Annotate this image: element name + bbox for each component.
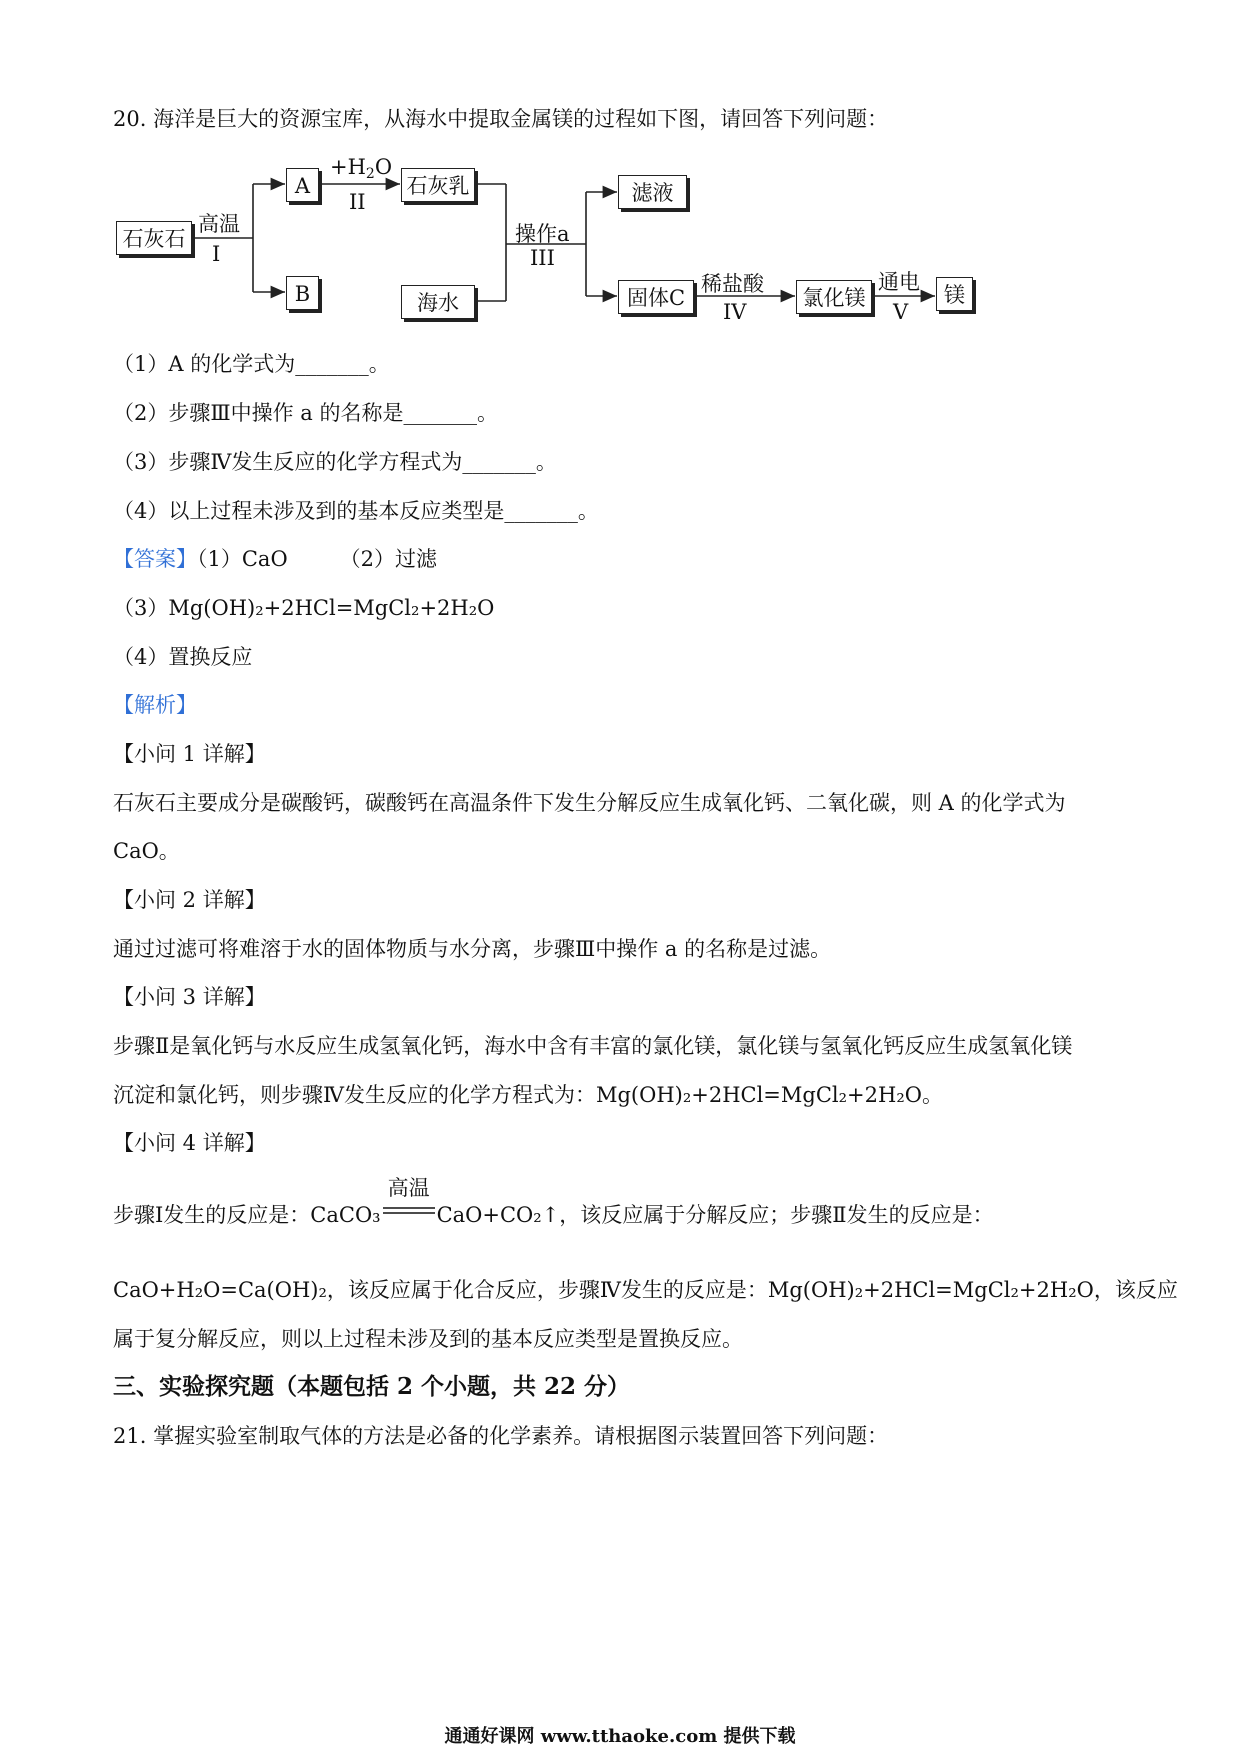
analysis-para-1b: CaO。 (113, 839, 180, 863)
question-20-stem: 20. 海洋是巨大的资源宝库，从海水中提取金属镁的过程如下图，请回答下列问题： (113, 107, 889, 131)
answer-3: （3）Mg(OH)₂+2HCl=MgCl₂+2H₂O (113, 596, 495, 620)
label-step3-operation: 操作a (515, 222, 570, 246)
box-lime-milk: 石灰乳 (401, 168, 475, 202)
question-20-part-2: （2）步骤Ⅲ中操作 a 的名称是_______。 (113, 401, 498, 425)
label-step1-number: I (212, 242, 221, 266)
analysis-para-4a (113, 1175, 994, 1230)
label-step3-number: III (530, 246, 555, 270)
label-step2-reagent: $+H_2O$ (330, 155, 393, 182)
label-step5-number: V (893, 300, 909, 324)
analysis-heading-3: 【小问 3 详解】 (113, 985, 266, 1009)
analysis-para-4c: 属于复分解反应，则以上过程未涉及到的基本反应类型是置换反应。 (113, 1327, 743, 1351)
analysis-heading-4: 【小问 4 详解】 (113, 1131, 266, 1155)
box-limestone: 石灰石 (116, 221, 192, 255)
analysis-para-3b: 沉淀和氯化钙，则步骤Ⅳ发生反应的化学方程式为：Mg(OH)₂+2HCl=MgCl₂+2H₂O。 (113, 1083, 943, 1107)
question-20-part-3: （3）步骤Ⅳ发生反应的化学方程式为_______。 (113, 450, 557, 474)
box-seawater: 海水 (401, 285, 475, 319)
question-20-part-1: （1）A 的化学式为_______。 (113, 352, 390, 376)
box-filtrate: 滤液 (618, 175, 687, 209)
analysis-heading-1: 【小问 1 详解】 (113, 742, 266, 766)
answer-1: （1）CaO (197, 547, 288, 571)
answer-4: （4）置换反应 (113, 645, 253, 669)
box-mgcl2: 氯化镁 (796, 280, 872, 314)
analysis-para-4b: CaO+H₂O=Ca(OH)₂，该反应属于化合反应，步骤Ⅳ发生的反应是：Mg(OH)₂+2HCl=MgCl₂+2H₂O，该反应 (113, 1278, 1178, 1302)
box-b: B (286, 276, 319, 310)
label-step4-reagent: 稀盐酸 (701, 272, 764, 296)
analysis-heading-2: 【小问 2 详解】 (113, 888, 266, 912)
footer-source: 通通好课网 www.tthaoke.com 提供下载 (444, 1726, 796, 1747)
question-21-stem: 21. 掌握实验室制取气体的方法是必备的化学素养。请根据图示装置回答下列问题： (113, 1424, 889, 1448)
analysis-tag: 【解析】 (113, 693, 197, 717)
answer-line-1 (113, 544, 437, 574)
reaction-condition (381, 1175, 437, 1227)
label-step1-condition: 高温 (198, 212, 240, 236)
label-step2-number: II (349, 190, 366, 214)
box-a: A (286, 168, 319, 202)
answer-tag: 【答案】 (113, 547, 197, 571)
equation-products: CaO+CO₂↑，该反应属于分解反应；步骤Ⅱ发生的反应是： (436, 1203, 994, 1227)
equation-reactant: 步骤Ⅰ发生的反应是：CaCO₃ (113, 1203, 381, 1227)
answer-2: （2）过滤 (339, 547, 438, 571)
question-20-part-4: （4）以上过程未涉及到的基本反应类型是_______。 (113, 499, 599, 523)
analysis-para-2: 通过过滤可将难溶于水的固体物质与水分离，步骤Ⅲ中操作 a 的名称是过滤。 (113, 937, 832, 961)
condition-text: 高温 (387, 1175, 430, 1200)
label-step4-number: IV (723, 300, 747, 324)
box-solid-c: 固体C (618, 280, 694, 314)
analysis-para-1a: 石灰石主要成分是碳酸钙，碳酸钙在高温条件下发生分解反应生成氧化钙、二氧化碳，则 A 的化学式为 (113, 791, 1066, 815)
section-3-title: 三、实验探究题（本题包括 2 个小题，共 22 分） (113, 1373, 631, 1400)
label-step5-condition: 通电 (878, 270, 920, 294)
box-mg: 镁 (936, 277, 973, 311)
analysis-para-3a: 步骤Ⅱ是氧化钙与水反应生成氢氧化钙，海水中含有丰富的氯化镁，氯化镁与氢氧化钙反应生成氢氧化镁 (113, 1034, 1073, 1058)
